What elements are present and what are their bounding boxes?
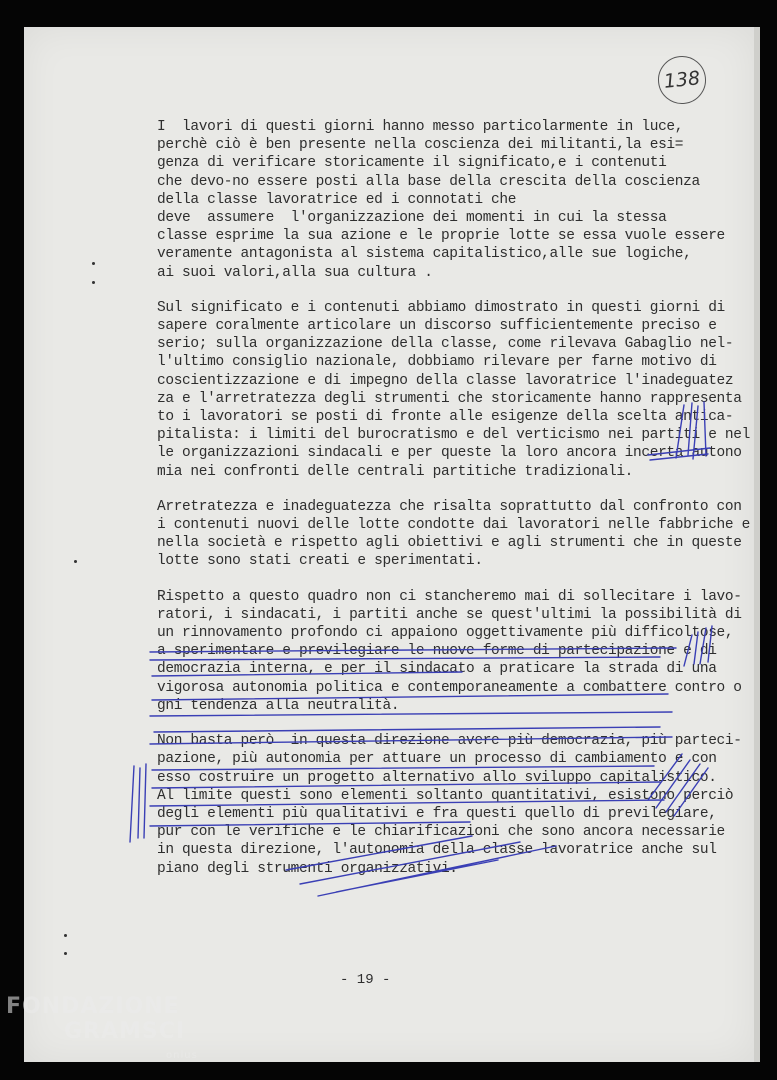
archive-number-stamp: 138 <box>656 54 709 107</box>
text-line: Al limite questi sono elementi soltanto quantitativi, esistono perciò <box>157 787 734 804</box>
text-line: a sperimentare e previlegiare le nuove forme di partecipazione e di <box>157 643 717 660</box>
text-line: deve assumere l'organizzazione dei momenti in cui la stessa <box>157 210 667 227</box>
text-line: degli elementi più qualitativi e fra questi quello di previlegiare, <box>157 805 717 822</box>
text-line: to i lavoratori se posti di fronte alle esigenze della scelta antica- <box>157 409 734 426</box>
text-line: esso costruire un progetto alternativo allo sviluppo capitalistico. <box>157 769 717 786</box>
text-line: i contenuti nuovi delle lotte condotte dai lavoratori nelle fabbriche e <box>157 517 750 534</box>
page-edge <box>754 27 760 1062</box>
text-line: perchè ciò è ben presente nella coscienza dei militanti,la esi= <box>157 137 684 154</box>
text-line: za e l'arretratezza degli strumenti che storicamente hanno rappresenta <box>157 390 742 407</box>
text-line: genza di verificare storicamente il significato,e i contenuti <box>157 155 667 172</box>
text-line: che devo-no essere posti alla base della crescita della coscienza <box>157 173 700 190</box>
margin-dot <box>92 281 95 284</box>
margin-dot <box>74 560 77 563</box>
margin-dot <box>64 952 67 955</box>
text-line: sapere coralmente articolare un discorso sufficientemente preciso e <box>157 318 717 335</box>
text-line: ratori, i sindacati, i partiti anche se quest'ultimi la possibilità di <box>157 606 742 623</box>
page-number-footer: - 19 - <box>340 972 391 988</box>
watermark-suffix: onlus <box>166 1050 198 1061</box>
text-line: vigorosa autonomia politica e contemporaneamente a combattere contro o <box>157 679 742 696</box>
margin-dot <box>64 934 67 937</box>
text-line: pur con le verifiche e le chiarificazioni che sono ancora necessarie <box>157 824 725 841</box>
text-line: un rinnovamento profondo ci appaiono oggettivamente più difficoltose, <box>157 625 734 642</box>
text-line: ai suoi valori,alla sua cultura . <box>157 264 433 281</box>
paragraph <box>157 299 750 481</box>
text-line: le organizzazioni sindacali e per queste la loro ancora incerta autono <box>157 445 742 462</box>
text-line: classe esprime la sua azione e le proprie lotte se essa vuole essere <box>157 228 725 245</box>
text-line: coscientizzazione e di impegno della classe lavoratrice l'inadeguatez <box>157 372 734 389</box>
paragraph <box>157 118 725 282</box>
text-line: pazione, più autonomia per attuare un processo di cambiamento e con <box>157 751 717 768</box>
text-line: l'ultimo consiglio nazionale, dobbiamo rilevare per farne motivo di <box>157 354 717 371</box>
text-line: Rispetto a questo quadro non ci stancheremo mai di sollecitare i lavo- <box>157 588 742 605</box>
text-line: gni tendenza alla neutralità. <box>157 697 400 714</box>
text-line: democrazia interna, e per il sindacato a praticare la strada di una <box>157 661 717 678</box>
text-line: pitalista: i limiti del burocratismo e del verticismo nei partiti e nel <box>157 427 750 444</box>
text-line: della classe lavoratrice ed i connotati che <box>157 191 517 208</box>
text-line: serio; sulla organizzazione della classe, come rilevava Gabaglio nel- <box>157 336 734 353</box>
paragraph <box>157 588 742 715</box>
text-line: in questa direzione, l'autonomia della classe lavoratrice anche sul <box>157 842 717 859</box>
text-line: I lavori di questi giorni hanno messo particolarmente in luce, <box>157 119 684 135</box>
text-line: Sul significato e i contenuti abbiamo dimostrato in questi giorni di <box>157 299 725 316</box>
margin-dot <box>92 262 95 265</box>
watermark-line-1: FONDAZIONE <box>6 994 180 1019</box>
text-line: veramente antagonista al sistema capitalistico,alle sue logiche, <box>157 246 692 263</box>
typed-text-body <box>157 118 750 895</box>
text-line: lotte sono stati creati e sperimentati. <box>157 553 483 570</box>
watermark-line-2: GRAMSCI <box>64 1019 186 1044</box>
paragraph <box>157 732 742 878</box>
text-line: mia nei confronti delle centrali partitiche tradizionali. <box>157 463 634 480</box>
text-line: piano degli strumenti organizzativi. <box>157 860 458 877</box>
text-line: Non basta però in questa direzione avere più democrazia, più parteci- <box>157 733 742 750</box>
text-line: nella società e rispetto agli obiettivi e agli strumenti che in queste <box>157 535 742 552</box>
text-line: Arretratezza e inadeguatezza che risalta soprattutto dal confronto con <box>157 498 742 515</box>
paragraph <box>157 498 750 571</box>
foundation-watermark <box>6 994 198 1061</box>
